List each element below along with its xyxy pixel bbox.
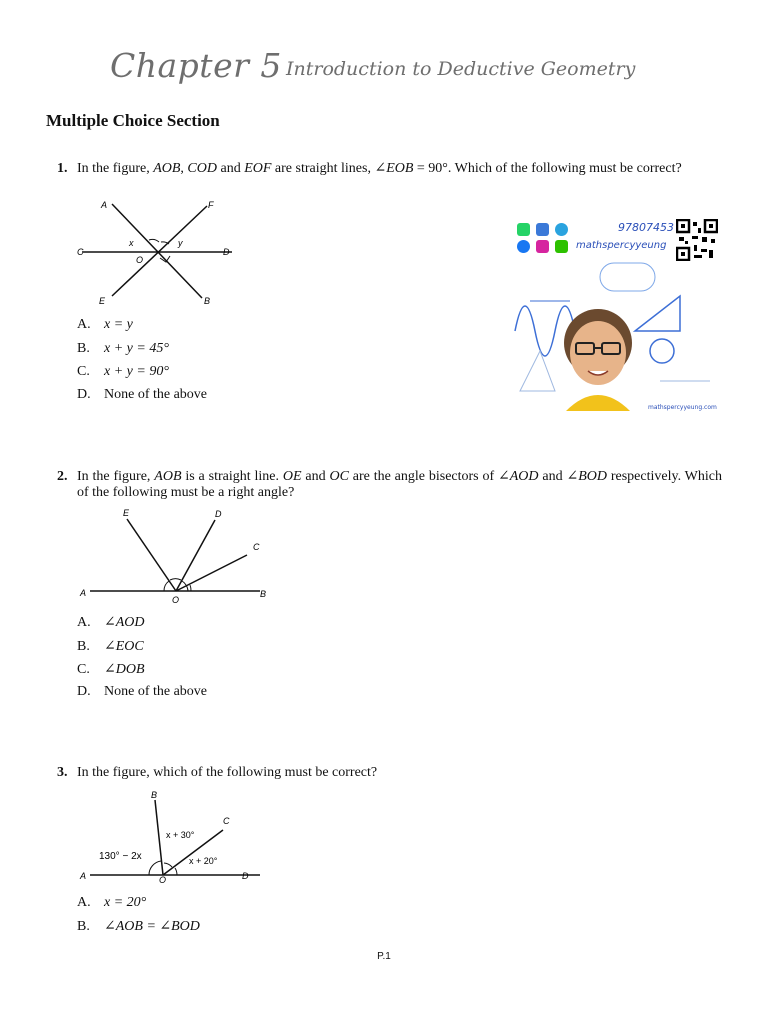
chapter-title: Introduction to Deductive Geometry xyxy=(286,58,636,80)
fig2-label-b: B xyxy=(260,589,267,599)
signal-icon xyxy=(536,223,549,236)
question-1-option-c: C. x + y = 90° xyxy=(77,364,169,379)
fig1-label-o: O xyxy=(136,255,144,265)
question-2-option-c: C. ∠DOB xyxy=(77,662,145,677)
telegram-icon xyxy=(555,223,568,236)
question-2-option-b: B. ∠EOC xyxy=(77,639,144,654)
fig3-label-o: O xyxy=(159,875,167,885)
fig3-angle-boc: x + 30° xyxy=(166,830,195,840)
question-3-option-b: B. ∠AOB = ∠BOD xyxy=(77,919,200,934)
facebook-icon xyxy=(517,240,530,253)
question-3-text: In the figure, which of the following must be correct? xyxy=(77,765,378,780)
fig3-label-c: C xyxy=(223,816,230,826)
math-illustration xyxy=(510,261,722,411)
question-2-text: In the figure, AOB is a straight line. OE and OC are the angle bisectors of ∠AOD and ∠BOD respectively. Which of the following must be a right angle? xyxy=(77,469,722,500)
question-2-option-a: A. ∠AOD xyxy=(77,615,145,630)
fig2-label-d: D xyxy=(215,509,222,519)
question-1-option-b: B. x + y = 45° xyxy=(77,341,169,356)
fig1-label-b: B xyxy=(204,296,211,306)
question-1-text: In the figure, AOB, COD and EOF are straight lines, ∠EOB = 90°. Which of the following must be correct? xyxy=(77,161,682,176)
question-1-number: 1. xyxy=(57,161,68,176)
fig1-label-d: D xyxy=(223,247,230,257)
fig3-angle-cod: x + 20° xyxy=(189,856,218,866)
fig2-label-a: A xyxy=(80,588,87,598)
question-2-number: 2. xyxy=(57,469,68,484)
fig3-label-d: D xyxy=(242,871,249,881)
question-3-number: 3. xyxy=(57,765,68,780)
fig1-label-c: C xyxy=(77,247,84,257)
question-1-option-a: A. x = y xyxy=(77,317,133,332)
fig2-label-e: E xyxy=(123,508,130,518)
question-2-option-d: D. None of the above xyxy=(77,684,208,699)
fig3-label-b: B xyxy=(151,790,158,800)
promo-handle: mathspercyyeung xyxy=(576,240,667,251)
section-heading: Multiple Choice Section xyxy=(46,111,220,130)
instagram-icon xyxy=(536,240,549,253)
chapter-number: Chapter 5 xyxy=(110,46,282,85)
question-1-option-d: D. None of the above xyxy=(77,387,208,402)
fig1-label-a: A xyxy=(101,200,108,210)
question-3-figure xyxy=(75,786,265,886)
fig2-label-o: O xyxy=(172,595,180,605)
fig1-label-x: x xyxy=(129,238,134,248)
question-1-figure xyxy=(72,196,242,312)
whatsapp-icon xyxy=(517,223,530,236)
fig3-label-a: A xyxy=(80,871,87,881)
promo-banner xyxy=(510,215,722,417)
wechat-icon xyxy=(555,240,568,253)
fig1-label-e: E xyxy=(99,296,106,306)
promo-website: mathspercyyeung.com xyxy=(648,404,717,411)
fig1-label-y: y xyxy=(178,238,183,248)
promo-phone: 97807453 xyxy=(618,221,674,234)
question-3-option-a: A. x = 20° xyxy=(77,895,147,910)
fig1-label-f: F xyxy=(208,200,214,210)
page-number: P.1 xyxy=(377,951,391,962)
qr-code-icon xyxy=(676,219,718,261)
fig3-angle-aob: 130° − 2x xyxy=(99,851,142,862)
question-2-figure xyxy=(75,505,275,605)
fig2-label-c: C xyxy=(253,542,260,552)
